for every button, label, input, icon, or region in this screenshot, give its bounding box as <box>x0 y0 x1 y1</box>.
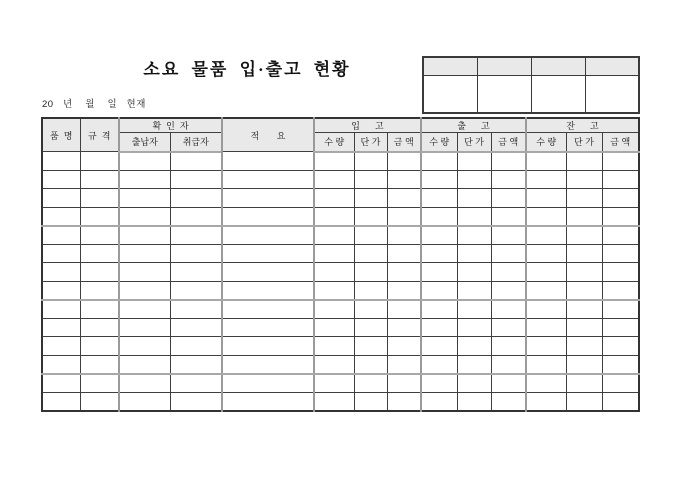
empty-cell <box>566 152 602 171</box>
empty-cell <box>491 170 526 189</box>
empty-cell <box>526 189 566 208</box>
empty-cell <box>80 189 119 208</box>
col-header-in-price: 단 가 <box>354 133 387 152</box>
approval-signature-cell <box>531 75 585 113</box>
col-header-out-price: 단 가 <box>457 133 491 152</box>
col-header-bal-price: 단 가 <box>566 133 602 152</box>
empty-cell <box>457 207 491 226</box>
col-header-cashier: 출납자 <box>119 133 170 152</box>
empty-cell <box>119 374 170 393</box>
empty-cell <box>170 374 222 393</box>
empty-cell <box>170 300 222 319</box>
col-header-bal-qty: 수 량 <box>526 133 566 152</box>
empty-cell <box>387 263 421 282</box>
empty-cell <box>314 170 354 189</box>
empty-cell <box>526 281 566 300</box>
empty-cell <box>457 300 491 319</box>
empty-cell <box>314 281 354 300</box>
empty-cell <box>354 207 387 226</box>
date-line: 20 년 월 일 현재 <box>42 99 146 110</box>
empty-cell <box>42 152 80 171</box>
empty-cell <box>170 263 222 282</box>
col-header-outgoing: 출 고 <box>421 118 526 133</box>
empty-cell <box>457 318 491 337</box>
approval-header-cell <box>423 57 477 75</box>
empty-cell <box>526 226 566 245</box>
header-row-1 <box>42 118 639 133</box>
empty-cell <box>566 263 602 282</box>
table-row <box>42 318 639 337</box>
table-row <box>42 152 639 171</box>
empty-cell <box>80 244 119 263</box>
empty-cell <box>170 337 222 356</box>
table-row <box>42 355 639 374</box>
empty-cell <box>42 281 80 300</box>
empty-cell <box>354 392 387 411</box>
empty-cell <box>119 170 170 189</box>
empty-cell <box>42 300 80 319</box>
empty-cell <box>119 281 170 300</box>
empty-cell <box>387 318 421 337</box>
empty-cell <box>42 207 80 226</box>
empty-cell <box>566 337 602 356</box>
empty-cell <box>80 263 119 282</box>
empty-cell <box>421 244 457 263</box>
empty-cell <box>387 281 421 300</box>
table-row <box>42 300 639 319</box>
empty-cell <box>387 207 421 226</box>
empty-cell <box>314 152 354 171</box>
empty-cell <box>314 300 354 319</box>
empty-cell <box>222 281 314 300</box>
empty-cell <box>387 152 421 171</box>
empty-cell <box>602 226 639 245</box>
empty-cell <box>566 207 602 226</box>
empty-cell <box>526 263 566 282</box>
empty-cell <box>42 355 80 374</box>
empty-cell <box>170 244 222 263</box>
empty-cell <box>491 189 526 208</box>
col-header-in-qty: 수 량 <box>314 133 354 152</box>
empty-cell <box>314 244 354 263</box>
empty-cell <box>119 189 170 208</box>
empty-cell <box>602 300 639 319</box>
empty-cell <box>314 374 354 393</box>
empty-cell <box>526 244 566 263</box>
empty-cell <box>119 244 170 263</box>
empty-cell <box>421 207 457 226</box>
empty-cell <box>421 152 457 171</box>
empty-cell <box>421 281 457 300</box>
empty-cell <box>222 374 314 393</box>
empty-cell <box>119 207 170 226</box>
empty-cell <box>421 355 457 374</box>
empty-cell <box>354 244 387 263</box>
empty-cell <box>314 226 354 245</box>
empty-cell <box>222 170 314 189</box>
empty-cell <box>421 170 457 189</box>
empty-cell <box>222 152 314 171</box>
empty-cell <box>421 189 457 208</box>
empty-cell <box>170 226 222 245</box>
empty-cell <box>566 170 602 189</box>
empty-cell <box>457 152 491 171</box>
empty-cell <box>421 263 457 282</box>
empty-cell <box>421 318 457 337</box>
empty-cell <box>80 337 119 356</box>
empty-cell <box>491 281 526 300</box>
empty-cell <box>119 392 170 411</box>
empty-cell <box>354 337 387 356</box>
empty-cell <box>387 374 421 393</box>
empty-cell <box>170 355 222 374</box>
col-header-in-amount: 금 액 <box>387 133 421 152</box>
empty-cell <box>387 244 421 263</box>
table-row <box>42 170 639 189</box>
empty-cell <box>387 300 421 319</box>
empty-cell <box>566 318 602 337</box>
empty-cell <box>491 392 526 411</box>
empty-cell <box>457 189 491 208</box>
empty-cell <box>526 355 566 374</box>
empty-cell <box>566 300 602 319</box>
empty-cell <box>602 374 639 393</box>
empty-cell <box>354 189 387 208</box>
empty-cell <box>491 300 526 319</box>
empty-cell <box>80 170 119 189</box>
empty-cell <box>354 374 387 393</box>
empty-cell <box>42 263 80 282</box>
empty-cell <box>119 355 170 374</box>
empty-cell <box>566 374 602 393</box>
empty-cell <box>354 263 387 282</box>
empty-cell <box>42 392 80 411</box>
empty-cell <box>80 374 119 393</box>
col-header-bal-amount: 금 액 <box>602 133 639 152</box>
empty-cell <box>314 189 354 208</box>
empty-cell <box>457 281 491 300</box>
empty-cell <box>421 374 457 393</box>
empty-cell <box>222 189 314 208</box>
empty-cell <box>526 392 566 411</box>
approval-header-cell <box>531 57 585 75</box>
empty-cell <box>526 337 566 356</box>
col-header-item: 품 명 <box>42 118 80 152</box>
empty-cell <box>602 263 639 282</box>
empty-cell <box>457 374 491 393</box>
empty-cell <box>119 226 170 245</box>
col-header-spec: 규 격 <box>80 118 119 152</box>
empty-cell <box>602 281 639 300</box>
col-header-out-qty: 수 량 <box>421 133 457 152</box>
empty-cell <box>491 152 526 171</box>
empty-cell <box>354 355 387 374</box>
empty-cell <box>222 355 314 374</box>
empty-cell <box>457 170 491 189</box>
empty-cell <box>491 318 526 337</box>
empty-cell <box>602 337 639 356</box>
empty-cell <box>222 392 314 411</box>
empty-cell <box>42 189 80 208</box>
col-header-balance: 잔 고 <box>526 118 639 133</box>
col-header-out-amount: 금 액 <box>491 133 526 152</box>
empty-cell <box>80 318 119 337</box>
col-header-incoming: 입 고 <box>314 118 421 133</box>
approval-header-cell <box>585 57 639 75</box>
empty-cell <box>170 318 222 337</box>
empty-cell <box>457 392 491 411</box>
approval-box <box>422 56 640 114</box>
table-row <box>42 374 639 393</box>
empty-cell <box>222 263 314 282</box>
empty-cell <box>457 355 491 374</box>
empty-cell <box>170 207 222 226</box>
empty-cell <box>354 300 387 319</box>
empty-cell <box>119 337 170 356</box>
empty-cell <box>222 226 314 245</box>
table-row <box>42 244 639 263</box>
empty-cell <box>491 374 526 393</box>
empty-cell <box>491 355 526 374</box>
empty-cell <box>526 318 566 337</box>
empty-cell <box>170 152 222 171</box>
approval-signature-row <box>423 75 639 113</box>
empty-cell <box>602 152 639 171</box>
empty-cell <box>354 318 387 337</box>
empty-cell <box>119 300 170 319</box>
empty-cell <box>314 337 354 356</box>
empty-cell <box>314 318 354 337</box>
approval-signature-cell <box>477 75 531 113</box>
empty-cell <box>491 226 526 245</box>
empty-cell <box>354 152 387 171</box>
table-row <box>42 392 639 411</box>
inout-status-table <box>41 117 640 412</box>
empty-cell <box>354 226 387 245</box>
table-row <box>42 263 639 282</box>
empty-cell <box>119 263 170 282</box>
approval-signature-cell <box>423 75 477 113</box>
approval-header-cell <box>477 57 531 75</box>
empty-cell <box>387 189 421 208</box>
empty-cell <box>457 226 491 245</box>
empty-cell <box>566 392 602 411</box>
empty-cell <box>170 189 222 208</box>
empty-cell <box>421 392 457 411</box>
empty-cell <box>42 374 80 393</box>
empty-cell <box>421 226 457 245</box>
empty-cell <box>314 207 354 226</box>
empty-cell <box>387 392 421 411</box>
table-row <box>42 226 639 245</box>
empty-cell <box>80 355 119 374</box>
empty-cell <box>222 337 314 356</box>
empty-cell <box>526 170 566 189</box>
empty-cell <box>42 226 80 245</box>
empty-cell <box>80 392 119 411</box>
table-row <box>42 189 639 208</box>
header-row-2 <box>42 133 639 152</box>
empty-cell <box>119 318 170 337</box>
empty-cell <box>387 170 421 189</box>
col-header-remarks: 적 요 <box>222 118 314 152</box>
empty-cell <box>222 244 314 263</box>
table-row <box>42 281 639 300</box>
empty-cell <box>457 337 491 356</box>
empty-cell <box>80 226 119 245</box>
approval-header-row <box>423 57 639 75</box>
empty-cell <box>80 207 119 226</box>
empty-cell <box>354 170 387 189</box>
page-title: 소요 물품 입·출고 현황 <box>143 60 351 79</box>
empty-cell <box>491 207 526 226</box>
empty-cell <box>526 207 566 226</box>
col-header-confirmer: 확 인 자 <box>119 118 222 133</box>
empty-cell <box>526 374 566 393</box>
empty-cell <box>491 337 526 356</box>
empty-cell <box>222 300 314 319</box>
empty-cell <box>42 337 80 356</box>
empty-cell <box>314 263 354 282</box>
table-row <box>42 337 639 356</box>
empty-cell <box>170 170 222 189</box>
empty-cell <box>387 355 421 374</box>
empty-cell <box>602 318 639 337</box>
empty-cell <box>566 281 602 300</box>
approval-signature-cell <box>585 75 639 113</box>
empty-cell <box>457 263 491 282</box>
empty-cell <box>170 281 222 300</box>
empty-cell <box>457 244 491 263</box>
empty-cell <box>119 152 170 171</box>
empty-cell <box>602 244 639 263</box>
empty-cell <box>602 207 639 226</box>
empty-cell <box>314 355 354 374</box>
empty-cell <box>491 244 526 263</box>
empty-cell <box>387 226 421 245</box>
empty-cell <box>314 392 354 411</box>
empty-cell <box>602 392 639 411</box>
empty-cell <box>566 226 602 245</box>
empty-cell <box>566 355 602 374</box>
empty-cell <box>566 244 602 263</box>
empty-cell <box>42 170 80 189</box>
empty-cell <box>80 300 119 319</box>
empty-cell <box>602 189 639 208</box>
empty-cell <box>387 337 421 356</box>
empty-cell <box>42 244 80 263</box>
empty-cell <box>491 263 526 282</box>
empty-cell <box>526 152 566 171</box>
empty-cell <box>222 318 314 337</box>
empty-cell <box>80 152 119 171</box>
empty-cell <box>170 392 222 411</box>
empty-cell <box>222 207 314 226</box>
empty-cell <box>566 189 602 208</box>
empty-cell <box>354 281 387 300</box>
col-header-handler: 취급자 <box>170 133 222 152</box>
empty-cell <box>421 337 457 356</box>
empty-cell <box>421 300 457 319</box>
empty-cell <box>42 318 80 337</box>
empty-cell <box>80 281 119 300</box>
empty-cell <box>526 300 566 319</box>
empty-cell <box>602 170 639 189</box>
table-row <box>42 207 639 226</box>
empty-cell <box>602 355 639 374</box>
